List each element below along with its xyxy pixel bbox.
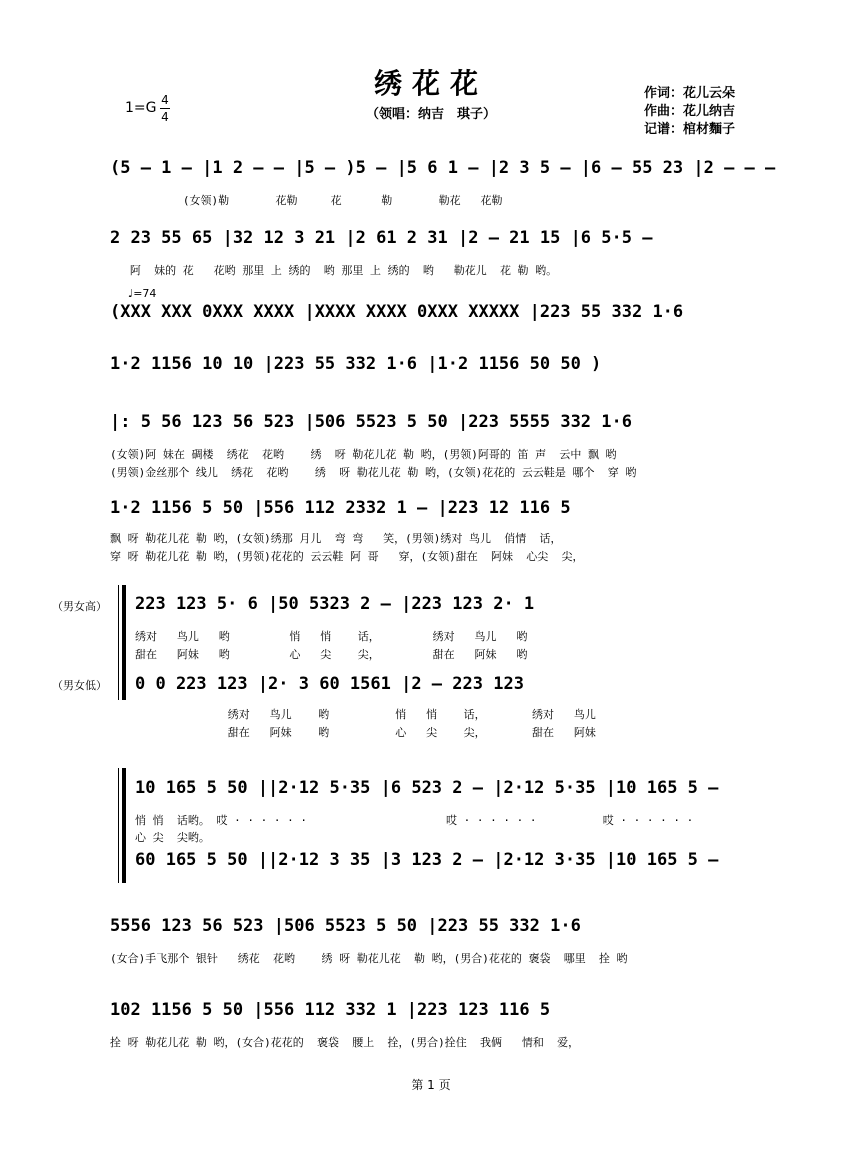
score-line-12: 102 1156 5 50 |556 112 332 1 |223 123 116 5 [110, 1000, 551, 1020]
score-line-3: (XXX XXX 0XXX XXXX |XXXX XXXX 0XXX XXXXX |223 55 332 1·6 [110, 302, 684, 322]
lyric-line-2a: 阿 妹的 花 花哟 那里 上 绣的 哟 那里 上 绣的 哟 勒花儿 花 勒 哟。 [110, 264, 558, 277]
lyricist-credit: 作词：花儿云朵 [644, 86, 736, 101]
system-bracket-1 [122, 585, 126, 700]
transcriber-credit: 记谱：棺材麵子 [644, 122, 736, 137]
lyric-line-7b: 甜在 阿妹 哟 心 尖 尖， 甜在 阿妹 哟 [135, 648, 528, 661]
tempo-marking: ♩=74 [128, 287, 157, 300]
score-line-5: |: 5 56 123 56 523 |506 5523 5 50 |223 5555 332 1·6 [110, 412, 632, 432]
voice-label-high: （男女高） [52, 600, 107, 613]
system-line-2 [118, 768, 119, 883]
key-signature: 1=G [125, 100, 157, 116]
voice-label-low: （男女低） [52, 679, 107, 692]
lyric-line-12a: 拴 呀 勒花儿花 勒 哟，(女合)花花的 褒袋 腰上 拴，(男合)拴住 我俩 情和 爱， [110, 1036, 580, 1049]
lyric-line-11a: (女合)手飞那个 银针 绣花 花哟 绣 呀 勒花儿花 勒 哟，(男合)花花的 褒袋 哪里 拴 哟 [110, 952, 628, 965]
meter-top: 4 [161, 93, 169, 107]
lyric-line-8a: 绣对 鸟儿 哟 悄 悄 话， 绣对 鸟儿 [135, 708, 596, 721]
score-line-8: 0 0 223 123 |2· 3 60 1561 |2 — 223 123 [135, 674, 524, 694]
lyric-line-6a: 飘 呀 勒花儿花 勒 哟，(女领)绣那 月儿 弯 弯 笑，(男领)绣对 鸟儿 俏情 话， [110, 532, 562, 545]
score-line-9: 10 165 5 50 ||2·12 5·35 |6 523 2 — |2·12 5·35 |10 165 5 — [135, 778, 719, 798]
score-line-10: 60 165 5 50 ||2·12 3 35 |3 123 2 — |2·12 3·35 |10 165 5 — [135, 850, 719, 870]
lyric-line-5a: (女领)阿 妹在 碉楼 绣花 花哟 绣 呀 勒花儿花 勒 哟，(男领)阿哥的 笛 声 云中 飘 哟 [110, 448, 617, 461]
system-line-1 [118, 585, 119, 700]
lyric-line-9a: 悄 悄 话哟。 哎 · · · · · · 哎 · · · · · · 哎 · · · · · · [135, 814, 694, 827]
composer-credit: 作曲：花儿纳吉 [644, 104, 736, 119]
page-number: 第 1 页 [411, 1078, 451, 1092]
lyric-line-7a: 绣对 鸟儿 哟 悄 悄 话， 绣对 鸟儿 哟 [135, 630, 528, 643]
score-line-1: (5 — 1 — |1 2 — — |5 — )5 — |5 6 1 — |2 3 5 — |6 — 55 23 |2 — — — [110, 158, 776, 178]
lyric-line-1a: (女领)勒 花勒 花 勒 勒花 花勒 [110, 194, 503, 207]
lyric-line-5b: (男领)金丝那个 线儿 绣花 花哟 绣 呀 勒花儿花 勒 哟，(女领)花花的 云云鞋是 哪个 穿 哟 [110, 466, 637, 479]
meter-bottom: 4 [161, 110, 169, 124]
song-subtitle: （领唱：纳吉 琪子） [365, 107, 496, 122]
lyric-line-8b: 甜在 阿妹 哟 心 尖 尖， 甜在 阿妹 [135, 726, 596, 739]
time-signature [160, 92, 170, 125]
score-line-4: 1·2 1156 10 10 |223 55 332 1·6 |1·2 1156 50 50 ) [110, 354, 602, 374]
score-line-11: 5556 123 56 523 |506 5523 5 50 |223 55 332 1·6 [110, 916, 581, 936]
score-line-7: 223 123 5· 6 |50 5323 2 — |223 123 2· 1 [135, 594, 535, 614]
score-line-2: 2 23 55 65 |32 12 3 21 |2 61 2 31 |2 — 21 15 |6 5·5 — [110, 228, 653, 248]
lyric-line-6b: 穿 呀 勒花儿花 勒 哟，(男领)花花的 云云鞋 阿 哥 穿，(女领)甜在 阿妹 心尖 尖， [110, 550, 584, 563]
lyric-line-9b: 心 尖 尖哟。 [135, 831, 210, 844]
system-bracket-2 [122, 768, 126, 883]
score-line-6: 1·2 1156 5 50 |556 112 2332 1 — |223 12 116 5 [110, 498, 571, 518]
song-title: 绣花花 [373, 67, 488, 100]
